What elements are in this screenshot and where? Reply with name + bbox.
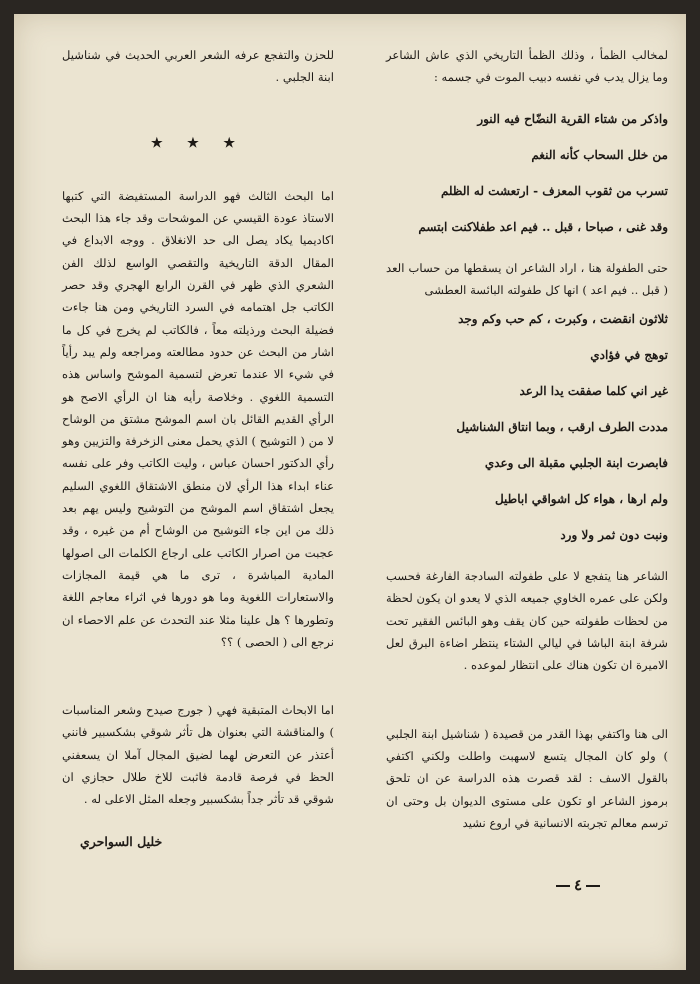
- body-paragraph: الشاعر هنا يتفجع لا على طفولته السادجة الفارغة فحسب ولكن على عمره الخاوي جميعه الذي لا يعدو ان يكون لحظة من لحظات طفولته حين كان يقف وهو البائس الفقير تحت شرفة ابنة الباشا في ليالي الشتاء ينتظر اضاءة البرق لعل الاميرة ان تكون هناك على انتظار لموعده .: [386, 569, 668, 673]
- section-separator: ★ ★ ★: [150, 135, 245, 151]
- verse-line: توهج في فؤادي: [590, 348, 668, 363]
- verse-line: ولم ارها ، هواء كل اشواقي اباطيل: [494, 492, 668, 507]
- verse-line: من خلل السحاب كأنه النغم: [531, 147, 668, 162]
- verse-line: غير اني كلما صفقت يدا الرعد: [519, 384, 668, 399]
- verse-line: مددت الطرف ارقب ، وبما انتاق الشناشيل: [456, 420, 668, 435]
- dash-left: [556, 885, 570, 887]
- verse-line: وقد غنى ، صباحا ، قبل .. فيم اعد طفلاكنت ابتسم: [418, 219, 668, 234]
- verse-line: تسرب من ثقوب المعزف - ارتعشت له الظلم: [440, 183, 668, 198]
- body-paragraph: للحزن والتفجع عرفه الشعر العربي الحديث في شناشيل ابنة الجلبي .: [62, 48, 334, 85]
- page-number: [552, 876, 604, 894]
- page-number-value: ٤: [574, 876, 583, 894]
- intro-paragraph: لمخالب الظمأ ، وذلك الظمأ التاريخي الذي عاش الشاعر وما يزال يدب في نفسه دبيب الموت في جسمه :: [386, 48, 668, 85]
- left-column: [62, 44, 334, 811]
- verse-line: ونبت دون ثمر ولا ورد: [560, 528, 668, 543]
- right-column: [386, 44, 668, 834]
- verse-line: فابصرت ابنة الجلبي مقبلة الى وعدي: [484, 456, 668, 471]
- verse-line: واذكر من شتاء القرية النضّاح فيه النور: [477, 111, 668, 126]
- body-paragraph: حتى الطفولة هنا ، اراد الشاعر ان يسقطها من حساب العد ( قبل .. فيم اعد ) انها كل طفولته البائسة العطشى: [386, 260, 668, 297]
- dash-right: [586, 885, 600, 887]
- body-paragraph: اما البحث الثالث فهو الدراسة المستفيضة التي كتبها الاستاذ عودة القيسي عن الموشحات وقد جاء هذا البحث اكاديميا يكاد يصل الى حد الانغلاق . ووجه الابداع في المقال الدقة التاريخية والتقصي الواسع لذلك الفن الشعري الذي ظهر في القرن الرابع الهجري وقد حصر الكاتب جل اهتمامه في السرد التاريخي ومن هنا جاءت فضيلة البحث ورذيلته معاً ، فالكاتب لم يخرج في كل ما اشار من البحث عن حدود مطالعته ومراجعه ولم يبد رأياً في شيء الا عندما تعرض لتسمية الموشح واساس هذه التسمية اللغوي . وخلاصة رأيه هنا ان الرأي الاصح هو الرأي القديم القائل بان اسم الموشح مشتق من الوشاح لا من ( التوشيح ) الذي يحمل معنى الزخرفة والتزيين وهو رأي الدكتور احسان عباس ، وليت الكاتب وفر على نفسه عناء ابداء هذا الرأي لان منطق الاشتقاق اللغوي السليم يجعل اشتقاق اسم الموشح من التوشيح وليس يهم بعد ذلك من اين جاء التوشيح من الوشاح أم من غيره ، وقد عجبت من اصرار الكاتب على ارجاع الكلمات الى اصولها المادية المباشرة ، ترى ما هي قيمة المجازات والاستعارات اللغوية وما هو دورها في اثراء معاجم اللغة وتطورها ؟ هل علينا مثلا عند التحدث عن علم الاحصاء ان نرجع الى ( الحصى ) ؟؟: [62, 188, 334, 649]
- body-paragraph: اما الابحاث المتبقية فهي ( جورج صيدح وشعر المناسبات ) والمناقشة التي بعنوان هل تأثر شوقي بشكسبير فانني أعتذر عن التعرض لهما لضيق المجال آملا ان يسعفني الحظ في فرصة قادمة فاثبت للاخ طلال حجازي ان شوقي قد تأثر جداً بشكسبير وجعله المثل الاعلى له .: [62, 703, 334, 807]
- author-signature: خليل السواحري: [80, 834, 163, 849]
- body-paragraph: الى هنا واكتفي بهذا القدر من قصيدة ( شناشيل ابنة الجلبي ) ولو كان المجال يتسع لاسهبت واطلت ولكني اكتفي بالقول الاسف : لقد قصرت هذه الدراسة عن ان تلحق برموز الشاعر او تكون على مستوى الديوان بل وحتى ان ترسم معالم تجربته الانسانية في اروع نشيد: [386, 726, 668, 830]
- document-page: [14, 14, 686, 970]
- verse-line: ثلاثون انقضت ، وكبرت ، كم حب وكم وجد: [458, 312, 668, 327]
